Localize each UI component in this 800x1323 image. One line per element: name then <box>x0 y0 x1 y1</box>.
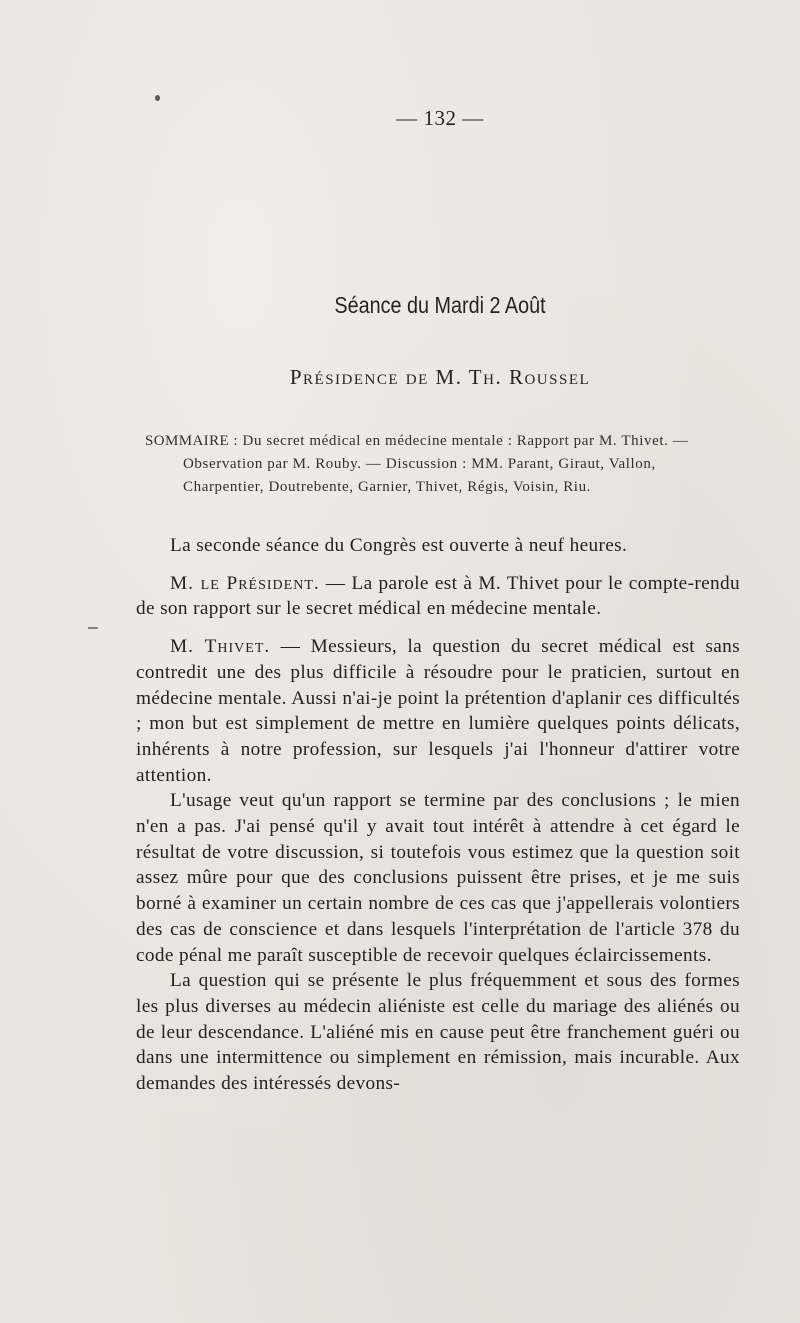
speaker-president: M. le Président. <box>170 572 320 594</box>
body-text <box>136 533 740 1097</box>
margin-mark <box>88 627 98 629</box>
paragraph-text: La question qui se présente le plus fréquemment et sous des formes les plus diverses au médecin aliéniste est celle du mariage des aliénés ou de leur descendance. L'aliéné mis en cause peut être franchement guéri ou dans une intermittence ou simplement en rémission, mais incurable. Aux demandes des intéressés devons- <box>136 970 740 1095</box>
summary-block <box>145 430 795 499</box>
summary-label: SOMMAIRE <box>145 433 230 449</box>
page-number: — 132 — <box>396 106 484 130</box>
paragraph-president <box>136 571 740 622</box>
session-title: Séance du Mardi 2 Août <box>334 292 546 318</box>
paragraph-text: — La parole est à M. Thivet pour le compte-rendu de son rapport sur le secret médical en médecine mentale. <box>136 572 740 620</box>
paragraph-text: L'usage veut qu'un rapport se termine par des conclusions ; le mien n'en a pas. J'ai pensé qu'il y avait tout intérêt à attendre à cet égard le résultat de votre discussion, si toutefois vous estimez que la question soit assez mûre pour que des conclusions puissent être prises, et je me suis borné à examiner un certain nombre de ces cas que j'appellerais volontiers des cas de conscience et dans lesquels l'interprétation de l'article 378 du code pénal me paraît susceptible de recevoir quelques éclaircissements. <box>136 790 740 966</box>
paragraph-opening <box>136 533 740 559</box>
presidency-heading: Présidence de M. Th. Roussel <box>289 365 591 389</box>
summary-text-1: : Du secret médical en médecine mentale : Rapport par M. Thivet. — <box>229 433 689 449</box>
speaker-thivet: M. Thivet. <box>170 636 271 658</box>
paragraph-text: — Messieurs, la question du secret médical est sans contredit une des plus difficile à résoudre pour le praticien, surtout en médecine mentale. Aussi n'ai-je point la prétention d'aplanir ces difficultés ; mon but est simplement de mettre en lumière quelques points délicats, inhérents à notre profession, sur lesquels j'ai l'honneur d'attirer votre attention. <box>136 636 740 786</box>
summary-line-2: Observation par M. Rouby. — Discussion : MM. Parant, Giraut, Vallon, <box>183 456 656 472</box>
paragraph-thivet <box>136 634 740 788</box>
summary-line-1 <box>145 430 795 453</box>
paragraph-usage <box>136 788 740 968</box>
paragraph-text: La seconde séance du Congrès est ouverte à neuf heures. <box>170 535 628 556</box>
paragraph-question <box>136 968 740 1097</box>
ink-speck <box>155 95 160 101</box>
summary-line-3: Charpentier, Doutrebente, Garnier, Thivet, Régis, Voisin, Riu. <box>183 479 592 495</box>
